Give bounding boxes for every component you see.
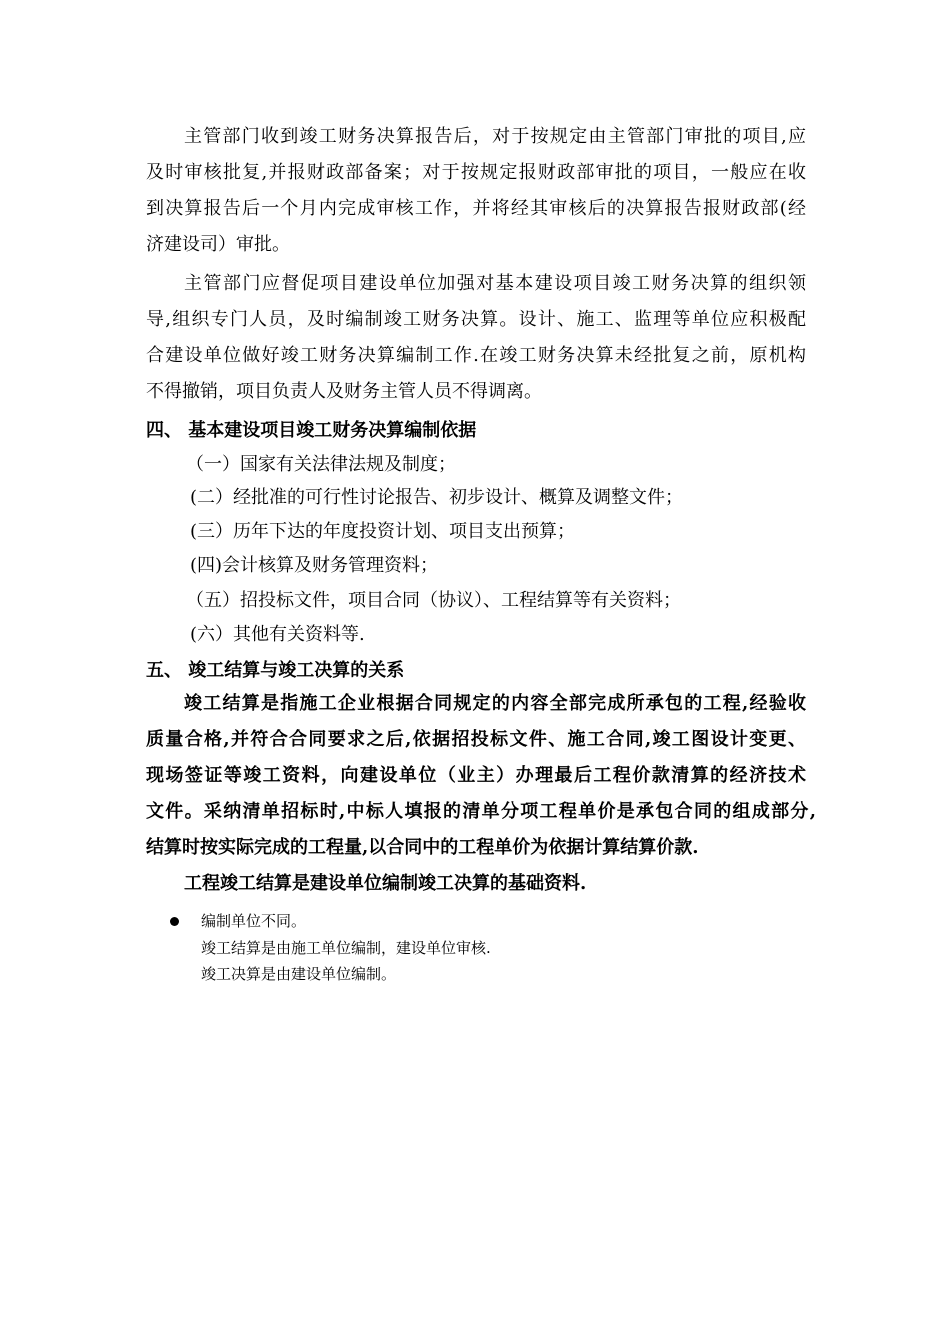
section4-heading: 四、 基本建设项目竣工财务决算编制依据 — [146, 420, 477, 441]
section4-item-4: (四)会计核算及财务管理资料； — [190, 555, 439, 576]
para1-line-4: 济建设司）审批。 — [146, 234, 290, 255]
section5-para-line-2: 质量合格,并符合合同要求之后,依据招投标文件、施工合同,竣工图设计变更、 — [146, 729, 806, 750]
section5-note: 工程竣工结算是建设单位编制竣工决算的基础资料. — [184, 873, 587, 894]
para2-line-1: 主管部门应督促项目建设单位加强对基本建设项目竣工财务决算的组织领 — [184, 273, 806, 294]
para2-line-3: 合建设单位做好竣工财务决算编制工作.在竣工财务决算未经批复之前，原机构 — [146, 345, 806, 366]
section4-item-2: (二）经批准的可行性讨论报告、初步设计、概算及调整文件； — [190, 487, 684, 508]
bullet-title: 编制单位不同。 — [201, 912, 307, 930]
bullet-dot — [170, 917, 179, 926]
section5-para-line-3: 现场签证等竣工资料，向建设单位（业主）办理最后工程价款清算的经济技术 — [146, 765, 806, 786]
para1-line-3: 到决算报告后一个月内完成审核工作，并将经其审核后的决算报告报财政部(经 — [146, 198, 806, 219]
section4-item-3: (三）历年下达的年度投资计划、项目支出预算； — [190, 521, 576, 542]
bullet-line-2: 竣工决算是由建设单位编制。 — [201, 965, 397, 983]
para2-line-2: 导,组织专门人员，及时编制竣工财务决算。设计、施工、监理等单位应积极配 — [146, 309, 806, 330]
para1-line-2: 及时审核批复,并报财政部备案；对于按规定报财政部审批的项目，一般应在收 — [146, 162, 806, 183]
para2-line-4: 不得撤销，项目负责人及财务主管人员不得调离。 — [146, 381, 542, 402]
section4-item-1: （一）国家有关法律法规及制度； — [186, 454, 456, 475]
section4-item-6: (六）其他有关资料等. — [190, 624, 365, 645]
section4-item-5: （五）招投标文件，项目合同（协议）、工程结算等有关资料； — [186, 590, 681, 611]
section5-para-line-4: 文件。采纳清单招标时,中标人填报的清单分项工程单价是承包合同的组成部分, — [146, 801, 816, 822]
para1-line-1: 主管部门收到竣工财务决算报告后，对于按规定由主管部门审批的项目,应 — [184, 126, 806, 147]
section5-heading: 五、 竣工结算与竣工决算的关系 — [146, 660, 405, 681]
section5-para-line-5: 结算时按实际完成的工程量,以合同中的工程单价为依据计算结算价款. — [146, 837, 699, 858]
bullet-line-1: 竣工结算是由施工单位编制，建设单位审核. — [201, 939, 491, 957]
section5-para-line-1: 竣工结算是指施工企业根据合同规定的内容全部完成所承包的工程,经验收 — [184, 693, 806, 714]
